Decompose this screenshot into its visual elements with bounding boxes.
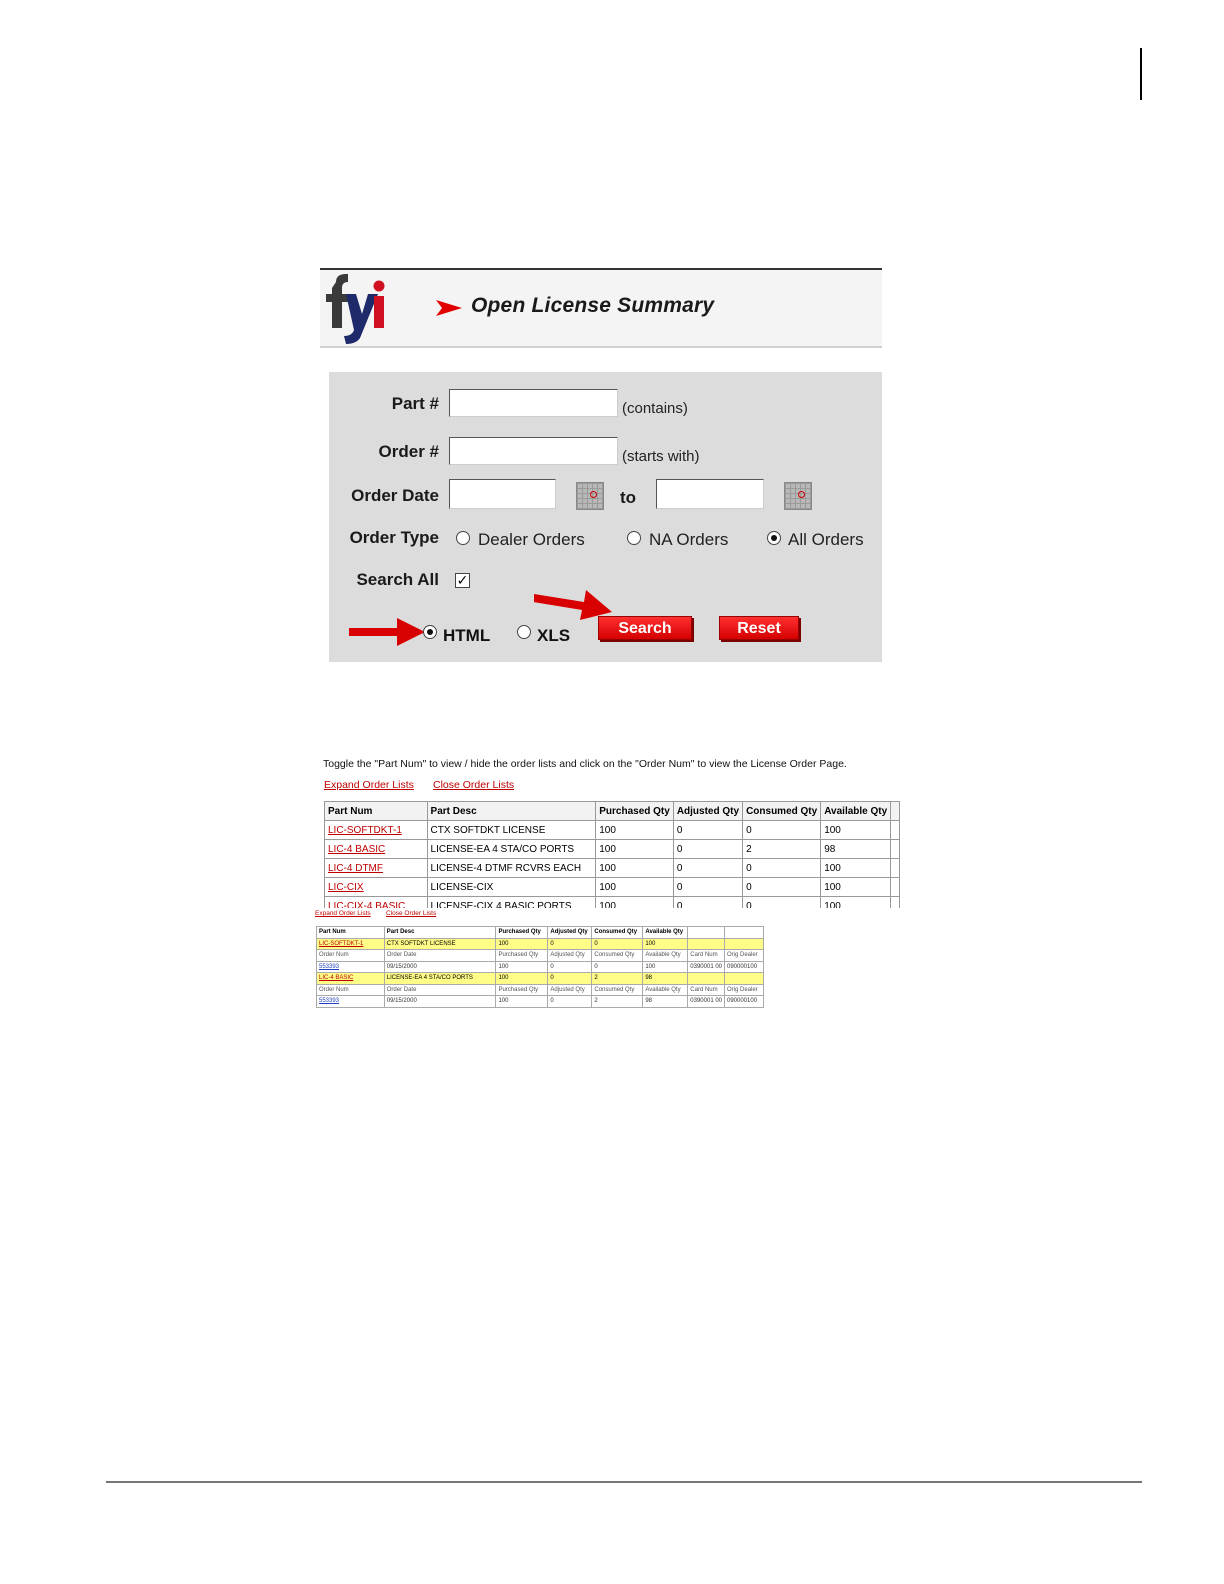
html-label: HTML bbox=[443, 626, 491, 645]
col-available-qty: Available Qty bbox=[821, 802, 891, 821]
page-title: Open License Summary bbox=[471, 294, 715, 317]
radio-dealer-orders[interactable] bbox=[456, 531, 470, 545]
col-card-num: Card Num bbox=[688, 950, 725, 962]
order-header-row bbox=[317, 984, 764, 996]
available-cell: 100 bbox=[821, 821, 891, 840]
adjusted-cell: 0 bbox=[673, 878, 742, 897]
part-desc-cell: LICENSE-CIX bbox=[427, 878, 596, 897]
col-adjusted-qty: Adjusted Qty bbox=[548, 984, 592, 996]
col-order-num: Order Num bbox=[317, 984, 385, 996]
empty-cell bbox=[725, 973, 764, 985]
scroll-gutter bbox=[891, 897, 900, 909]
na-orders-label: NA Orders bbox=[649, 530, 729, 549]
order-row bbox=[317, 996, 764, 1008]
part-num-link[interactable]: LIC-4 BASIC bbox=[317, 973, 385, 985]
col-order-num: Order Num bbox=[317, 950, 385, 962]
order-date-cell: 09/15/2000 bbox=[384, 961, 496, 973]
page-top-rule bbox=[1140, 48, 1142, 100]
order-num-link[interactable]: 553393 bbox=[317, 996, 385, 1008]
dealer-orders-label: Dealer Orders bbox=[478, 530, 585, 549]
purchased-cell: 100 bbox=[596, 859, 674, 878]
title-arrow-icon bbox=[436, 300, 462, 316]
available-cell: 98 bbox=[821, 840, 891, 859]
empty-cell bbox=[688, 927, 725, 939]
order-date-to-input[interactable] bbox=[656, 479, 764, 509]
available-cell: 98 bbox=[643, 973, 688, 985]
col-purchased-qty: Purchased Qty bbox=[596, 802, 674, 821]
order-date-from-input[interactable] bbox=[449, 479, 556, 509]
order-row bbox=[317, 961, 764, 973]
card-num-cell: 0390001 00 bbox=[688, 996, 725, 1008]
xls-label: XLS bbox=[537, 626, 571, 645]
part-desc-cell: CTX SOFTDKT LICENSE bbox=[427, 821, 596, 840]
html-pointer-arrow-icon bbox=[349, 616, 427, 648]
col-part-num: Part Num bbox=[325, 802, 428, 821]
table-header-row bbox=[317, 927, 764, 939]
part-hint: (contains) bbox=[622, 400, 688, 417]
expand-order-lists-link[interactable]: Expand Order Lists bbox=[324, 779, 414, 791]
available-cell: 100 bbox=[821, 897, 891, 909]
scroll-gutter bbox=[891, 802, 900, 821]
radio-html[interactable] bbox=[423, 625, 437, 639]
table-row bbox=[325, 897, 900, 909]
part-desc-cell: CTX SOFTDKT LICENSE bbox=[384, 938, 496, 950]
search-button[interactable]: Search bbox=[598, 616, 692, 640]
expanded-orders-table bbox=[316, 926, 764, 1008]
adjusted-cell: 0 bbox=[548, 961, 592, 973]
available-cell: 100 bbox=[643, 961, 688, 973]
col-purchased-qty: Purchased Qty bbox=[496, 984, 548, 996]
adjusted-cell: 0 bbox=[673, 897, 742, 909]
all-orders-label: All Orders bbox=[788, 530, 864, 549]
table-row bbox=[325, 859, 900, 878]
order-header-row bbox=[317, 950, 764, 962]
table-header-row bbox=[325, 802, 900, 821]
part-num-link[interactable]: LIC-CIX bbox=[325, 878, 428, 897]
adjusted-cell: 0 bbox=[673, 840, 742, 859]
col-part-desc: Part Desc bbox=[427, 802, 596, 821]
purchased-cell: 100 bbox=[596, 840, 674, 859]
part-row bbox=[317, 938, 764, 950]
consumed-cell: 0 bbox=[743, 878, 821, 897]
purchased-cell: 100 bbox=[496, 961, 548, 973]
consumed-cell: 0 bbox=[743, 859, 821, 878]
col-available-qty: Available Qty bbox=[643, 950, 688, 962]
empty-cell bbox=[688, 938, 725, 950]
calendar-from-icon[interactable] bbox=[576, 482, 604, 510]
col-part-desc: Part Desc bbox=[384, 927, 496, 939]
radio-xls[interactable] bbox=[517, 625, 531, 639]
page-bottom-rule bbox=[106, 1481, 1142, 1483]
search-all-label: Search All bbox=[356, 570, 439, 589]
close-order-lists-link-small[interactable]: Close Order Lists bbox=[386, 910, 437, 917]
col-purchased-qty: Purchased Qty bbox=[496, 927, 548, 939]
empty-cell bbox=[688, 973, 725, 985]
adjusted-cell: 0 bbox=[673, 859, 742, 878]
part-input[interactable] bbox=[449, 389, 618, 417]
order-hint: (starts with) bbox=[622, 448, 700, 465]
consumed-cell: 0 bbox=[743, 897, 821, 909]
col-orig-dealer: Orig Dealer bbox=[725, 950, 764, 962]
col-order-date: Order Date bbox=[384, 984, 496, 996]
part-num-link[interactable]: LIC-4 BASIC bbox=[325, 840, 428, 859]
purchased-cell: 100 bbox=[496, 996, 548, 1008]
col-available-qty: Available Qty bbox=[643, 984, 688, 996]
radio-all-orders[interactable] bbox=[767, 531, 781, 545]
part-num-link[interactable]: LIC-SOFTDKT-1 bbox=[325, 821, 428, 840]
col-adjusted-qty: Adjusted Qty bbox=[548, 927, 592, 939]
consumed-cell: 0 bbox=[743, 821, 821, 840]
orig-dealer-cell: 090000100 bbox=[725, 961, 764, 973]
purchased-cell: 100 bbox=[496, 973, 548, 985]
col-consumed-qty: Consumed Qty bbox=[592, 927, 643, 939]
consumed-cell: 2 bbox=[592, 996, 643, 1008]
available-cell: 100 bbox=[821, 878, 891, 897]
part-desc-cell: LICENSE-EA 4 STA/CO PORTS bbox=[384, 973, 496, 985]
purchased-cell: 100 bbox=[496, 938, 548, 950]
available-cell: 100 bbox=[643, 938, 688, 950]
col-available-qty: Available Qty bbox=[643, 927, 688, 939]
table-row bbox=[325, 840, 900, 859]
order-num-link[interactable]: 553393 bbox=[317, 961, 385, 973]
adjusted-cell: 0 bbox=[673, 821, 742, 840]
part-desc-cell: LICENSE-CIX 4 BASIC PORTS bbox=[427, 897, 596, 909]
part-label: Part # bbox=[391, 394, 439, 413]
order-input[interactable] bbox=[449, 437, 618, 465]
orig-dealer-cell: 090000100 bbox=[725, 996, 764, 1008]
license-summary-table bbox=[324, 801, 900, 908]
expanded-orders-screenshot bbox=[314, 908, 764, 1014]
search-form-panel bbox=[329, 372, 882, 662]
order-type-label: Order Type bbox=[349, 528, 439, 547]
search-all-checkbox[interactable]: ✓ bbox=[456, 572, 469, 588]
col-adjusted-qty: Adjusted Qty bbox=[548, 950, 592, 962]
part-row bbox=[317, 973, 764, 985]
reset-button[interactable]: Reset bbox=[719, 616, 799, 640]
table-row bbox=[325, 821, 900, 840]
license-search-screenshot bbox=[320, 268, 882, 662]
page-header bbox=[320, 268, 882, 348]
order-date-cell: 09/15/2000 bbox=[384, 996, 496, 1008]
calendar-to-icon[interactable] bbox=[784, 482, 812, 510]
consumed-cell: 0 bbox=[592, 961, 643, 973]
purchased-cell: 100 bbox=[596, 897, 674, 909]
order-label: Order # bbox=[378, 442, 439, 461]
adjusted-cell: 0 bbox=[548, 973, 592, 985]
col-orig-dealer: Orig Dealer bbox=[725, 984, 764, 996]
col-purchased-qty: Purchased Qty bbox=[496, 950, 548, 962]
card-num-cell: 0390001 00 bbox=[688, 961, 725, 973]
close-order-lists-link[interactable]: Close Order Lists bbox=[433, 779, 515, 791]
col-card-num: Card Num bbox=[688, 984, 725, 996]
scroll-gutter bbox=[891, 821, 900, 840]
consumed-cell: 2 bbox=[592, 973, 643, 985]
radio-na-orders[interactable] bbox=[627, 531, 641, 545]
purchased-cell: 100 bbox=[596, 821, 674, 840]
col-part-num: Part Num bbox=[317, 927, 385, 939]
results-instructions: Toggle the "Part Num" to view / hide the order lists and click on the "Order Num" to view the License Order Page. bbox=[323, 758, 847, 770]
col-consumed-qty: Consumed Qty bbox=[592, 984, 643, 996]
scroll-gutter bbox=[891, 878, 900, 897]
results-screenshot bbox=[318, 756, 900, 908]
date-to-label: to bbox=[620, 488, 637, 507]
adjusted-cell: 0 bbox=[548, 938, 592, 950]
part-desc-cell: LICENSE-4 DTMF RCVRS EACH bbox=[427, 859, 596, 878]
col-consumed-qty: Consumed Qty bbox=[592, 950, 643, 962]
empty-cell bbox=[725, 938, 764, 950]
purchased-cell: 100 bbox=[596, 878, 674, 897]
available-cell: 98 bbox=[643, 996, 688, 1008]
col-adjusted-qty: Adjusted Qty bbox=[673, 802, 742, 821]
adjusted-cell: 0 bbox=[548, 996, 592, 1008]
part-num-link[interactable]: LIC-CIX-4 BASIC bbox=[325, 897, 428, 909]
expand-order-lists-link-small[interactable]: Expand Order Lists bbox=[315, 910, 371, 917]
col-consumed-qty: Consumed Qty bbox=[743, 802, 821, 821]
scroll-gutter bbox=[891, 840, 900, 859]
table-row bbox=[325, 878, 900, 897]
col-order-date: Order Date bbox=[384, 950, 496, 962]
available-cell: 100 bbox=[821, 859, 891, 878]
order-date-label: Order Date bbox=[351, 486, 439, 505]
fyi-logo bbox=[322, 272, 390, 344]
part-desc-cell: LICENSE-EA 4 STA/CO PORTS bbox=[427, 840, 596, 859]
part-num-link[interactable]: LIC-4 DTMF bbox=[325, 859, 428, 878]
scroll-gutter bbox=[891, 859, 900, 878]
consumed-cell: 2 bbox=[743, 840, 821, 859]
part-num-link[interactable]: LIC-SOFTDKT-1 bbox=[317, 938, 385, 950]
consumed-cell: 0 bbox=[592, 938, 643, 950]
empty-cell bbox=[725, 927, 764, 939]
